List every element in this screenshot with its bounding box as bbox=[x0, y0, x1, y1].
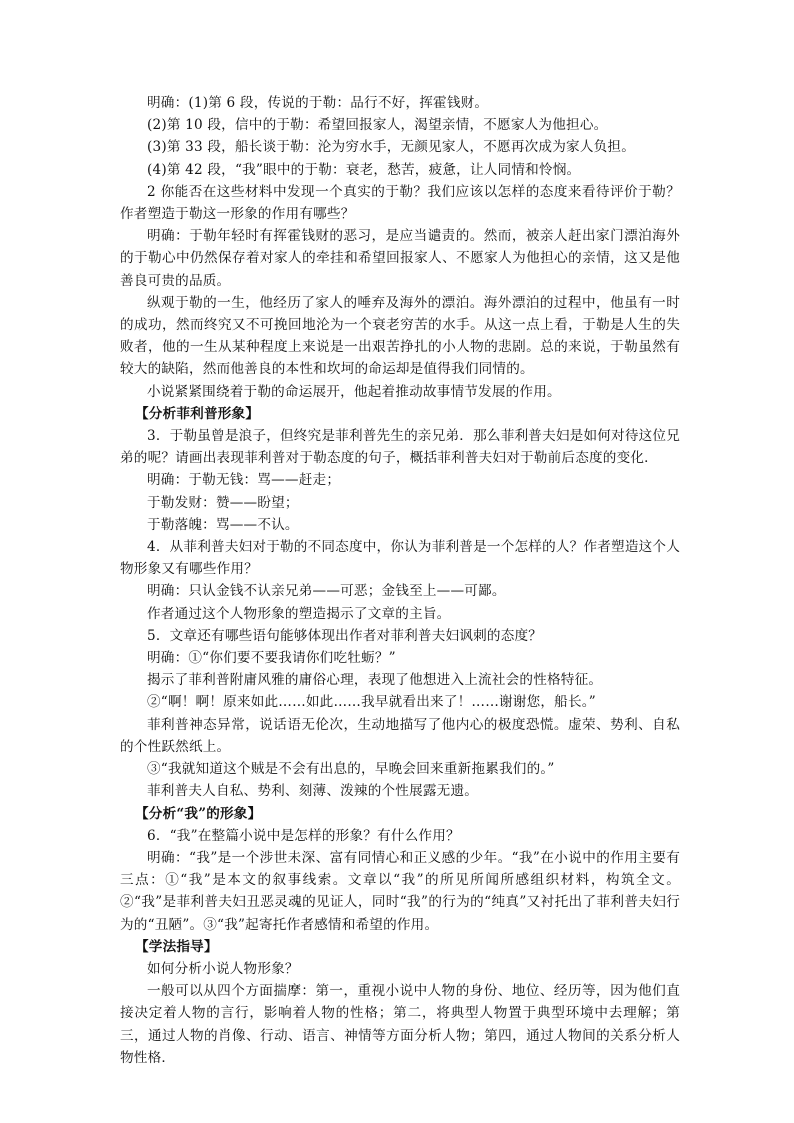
answer-q5-quote-1: 明确：①“你们要不要我请你们吃牡蛎？” bbox=[147, 650, 396, 667]
answer-2-para: (2)第 10 段，信中的于勒：希望回报家人，渴望亲情，不愿家人为他担心。 bbox=[147, 117, 608, 134]
section-heading-narrator: 【分析“我”的形象】 bbox=[135, 805, 262, 822]
answer-q3-line-1: 明确：于勒无钱：骂——赶走； bbox=[147, 472, 341, 489]
answer-q5-note-3: 菲利普夫人自私、势利、刻薄、泼辣的个性展露无遗。 bbox=[147, 783, 479, 800]
section-heading-philippe: 【分析菲利普形象】 bbox=[135, 405, 260, 422]
answer-q5-quote-3: ③“我就知道这个贼是不会有出息的，早晚会回来重新拖累我们的。” bbox=[147, 761, 555, 778]
answer-q4-line-2: 作者通过这个人物形象的塑造揭示了文章的主旨。 bbox=[147, 605, 451, 622]
answer-q3-line-3: 于勒落魄：骂——不认。 bbox=[147, 516, 299, 533]
answer-q2-para-1: 明确：于勒年轻时有挥霍钱财的恶习，是应当谴责的。然而，被亲人赶出家门漂泊海外的于勒心中仍然保存着对家人的牵挂和希望回报家人、不愿家人为他担心的亲情，这又是他善良可贵的品质。 bbox=[120, 228, 680, 289]
question-6: 6．“我”在整篇小说中是怎样的形象？有什么作用？ bbox=[147, 827, 460, 844]
answer-q2-para-3: 小说紧紧围绕着于勒的命运展开，他起着推动故事情节发展的作用。 bbox=[147, 383, 561, 400]
answer-q6: 明确：“我”是一个涉世未深、富有同情心和正义感的少年。“我”在小说中的作用主要有三点：①“我”是本文的叙事线索。文章以“我”的所见所闻所感组织材料，构筑全文。②“我”是菲利普夫妇丑恶灵魂的见证人，同时“我”的行为的“纯真”又衬托出了菲利普夫妇行为的“丑陋”。③“我”起寄托作者感情和希望的作用。 bbox=[120, 849, 680, 933]
answer-q2-para-2: 纵观于勒的一生，他经历了家人的唾弃及海外的漂泊。海外漂泊的过程中，他虽有一时的成功，然而终究又不可挽回地沦为一个衰老穷苦的水手。从这一点上看，于勒是人生的失败者，他的一生从某种程度上来说是一出艰苦挣扎的小人物的悲剧。总的来说，于勒虽然有较大的缺陷，然而他善良的本性和坎坷的命运却是值得我们同情的。 bbox=[120, 294, 680, 378]
answer-3-para: (3)第 33 段，船长谈于勒：沦为穷水手，无颜见家人，不愿再次成为家人负担。 bbox=[147, 139, 635, 156]
question-3: 3．于勒虽曾是浪子，但终究是菲利普先生的亲兄弟．那么菲利普夫妇是如何对待这位兄弟的呢？请画出表现菲利普对于勒态度的句子，概括菲利普夫妇对于勒前后态度的变化． bbox=[120, 428, 681, 467]
answer-q3-line-2: 于勒发财：赞——盼望； bbox=[147, 494, 299, 511]
document-page bbox=[120, 92, 680, 1069]
answer-1-para: 明确：(1)第 6 段，传说的于勒：品行不好，挥霍钱财。 bbox=[147, 95, 489, 111]
question-5: 5．文章还有哪些语句能够体现出作者对菲利普夫妇讽刺的态度？ bbox=[147, 627, 543, 644]
answer-q5-quote-2: ②“啊！啊！原来如此……如此……我早就看出来了！……谢谢您，船长。” bbox=[147, 694, 596, 711]
question-4: 4．从菲利普夫妇对于勒的不同态度中，你认为菲利普是一个怎样的人？作者塑造这个人物形象又有哪些作用？ bbox=[120, 539, 681, 578]
answer-q5-note-1: 揭示了菲利普附庸风雅的庸俗心理，表现了他想进入上流社会的性格特征。 bbox=[147, 672, 603, 689]
answer-4-para: (4)第 42 段，“我”眼中的于勒：衰老，愁苦，疲惫，让人同情和怜悯。 bbox=[147, 161, 581, 178]
method-question: 如何分析小说人物形象？ bbox=[147, 960, 299, 977]
answer-q5-note-2: 菲利普神态异常，说话语无伦次，生动地描写了他内心的极度恐慌。虚荣、势利、自私的个性跃然纸上。 bbox=[120, 716, 680, 755]
question-2: 2 你能否在这些材料中发现一个真实的于勒？我们应该以怎样的态度来看待评价于勒？作者塑造于勒这一形象的作用有哪些？ bbox=[120, 183, 680, 223]
answer-q4-line-1: 明确：只认金钱不认亲兄弟——可恶；金钱至上——可鄙。 bbox=[147, 583, 506, 600]
method-answer: 一般可以从四个方面揣摩：第一，重视小说中人物的身份、地位、经历等，因为他们直接决定着人物的言行，影响着人物的性格；第二，将典型人物置于典型环境中去理解；第三，通过人物的肖像、行动、语言、神情等方面分析人物；第四，通过人物间的关系分析人物性格． bbox=[120, 983, 680, 1066]
section-heading-method: 【学法指导】 bbox=[135, 938, 218, 955]
